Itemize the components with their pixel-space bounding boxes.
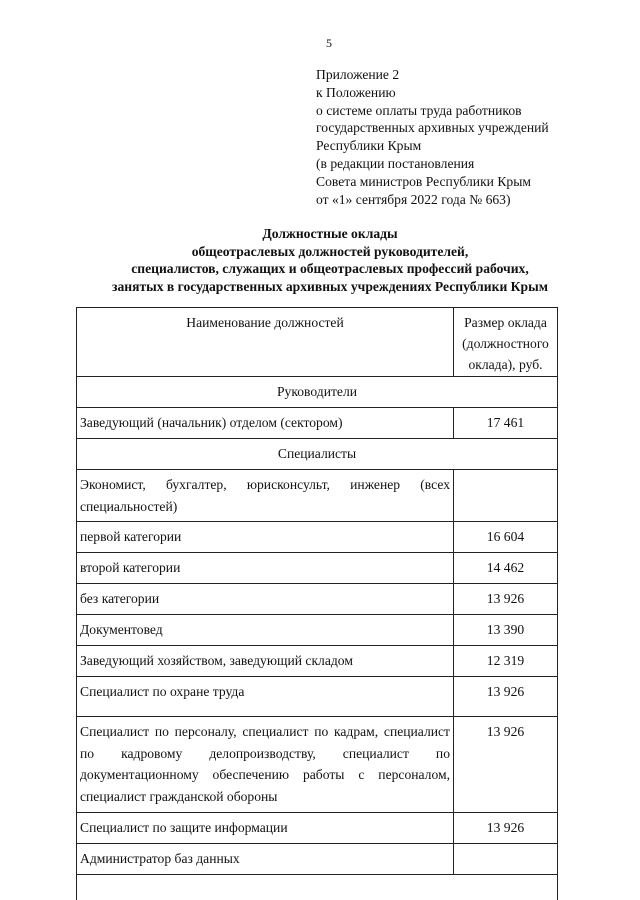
table-row: [77, 553, 557, 584]
appendix-line: Приложение 2: [316, 67, 400, 82]
section-specialists: Специалисты: [277, 446, 357, 461]
appendix-line: о системе оплаты труда работников: [316, 102, 522, 118]
position-name: Заведующий хозяйством, заведующий складом: [77, 646, 454, 676]
salary-value: 16 604: [486, 529, 525, 544]
position-name: первой категории: [77, 522, 454, 552]
table-row: [77, 646, 557, 677]
salary-value: 13 390: [486, 622, 525, 637]
salary-value: 14 462: [486, 560, 525, 575]
appendix-line: от «1» сентября 2022 года № 663): [316, 191, 511, 207]
position-name: Администратор баз данных: [77, 844, 454, 874]
section-managers: Руководители: [276, 384, 358, 399]
header-salary: Размер оклада (должностного оклада), руб.: [462, 315, 549, 372]
position-name: без категории: [77, 584, 454, 614]
salary-value: 13 926: [486, 591, 525, 606]
position-name: Документовед: [77, 615, 454, 645]
table-row: [77, 522, 557, 553]
table-row: [77, 813, 557, 844]
position-name: второй категории: [77, 553, 454, 583]
salary-table: [76, 307, 558, 900]
table-header-row: [77, 308, 557, 377]
title-line: общеотраслевых должностей руководителей,: [191, 243, 469, 259]
salary-value: 17 461: [486, 415, 525, 430]
appendix-line: государственных архивных учреждений: [316, 120, 549, 136]
table-row: [77, 677, 557, 717]
title-line: Должностные оклады: [262, 226, 398, 241]
table-row: [77, 615, 557, 646]
appendix-line: Совета министров Республики Крым: [316, 173, 531, 189]
salary-value: [454, 844, 557, 874]
salary-value: 13 926: [486, 724, 525, 739]
salary-value: [454, 470, 557, 521]
position-name: Заведующий (начальник) отделом (сектором): [77, 408, 454, 438]
page-number: 5: [326, 36, 332, 50]
title-line: специалистов, служащих и общеотраслевых профессий рабочих,: [131, 261, 529, 277]
table-row: [77, 844, 557, 875]
position-name: Специалист по персоналу, специалист по кадрам, специалист по кадровому делопроизводству, специалист по документационному обеспечению работы с персоналом, специалист гражданской обороны: [77, 717, 454, 812]
position-name: Специалист по защите информации: [77, 813, 454, 843]
salary-value: 12 319: [486, 653, 525, 668]
section-row: [77, 439, 557, 470]
salary-value: 13 926: [486, 684, 525, 699]
salary-value: 13 926: [486, 820, 525, 835]
appendix-line: Республики Крым: [316, 138, 422, 154]
table-row: [77, 470, 557, 522]
table-row: [77, 408, 557, 439]
position-name: Экономист, бухгалтер, юрисконсульт, инженер (всех специальностей): [77, 470, 454, 521]
appendix-line: к Положению: [316, 84, 396, 100]
table-row: [77, 717, 557, 813]
table-row: [77, 584, 557, 615]
document-title: [60, 225, 600, 295]
appendix-note: [316, 66, 549, 208]
title-line: занятых в государственных архивных учреждениях Республики Крым: [112, 278, 548, 294]
section-row: [77, 377, 557, 408]
appendix-line: (в редакции постановления: [316, 155, 475, 171]
position-name: Специалист по охране труда: [77, 677, 454, 716]
header-position: Наименование должностей: [77, 308, 454, 376]
